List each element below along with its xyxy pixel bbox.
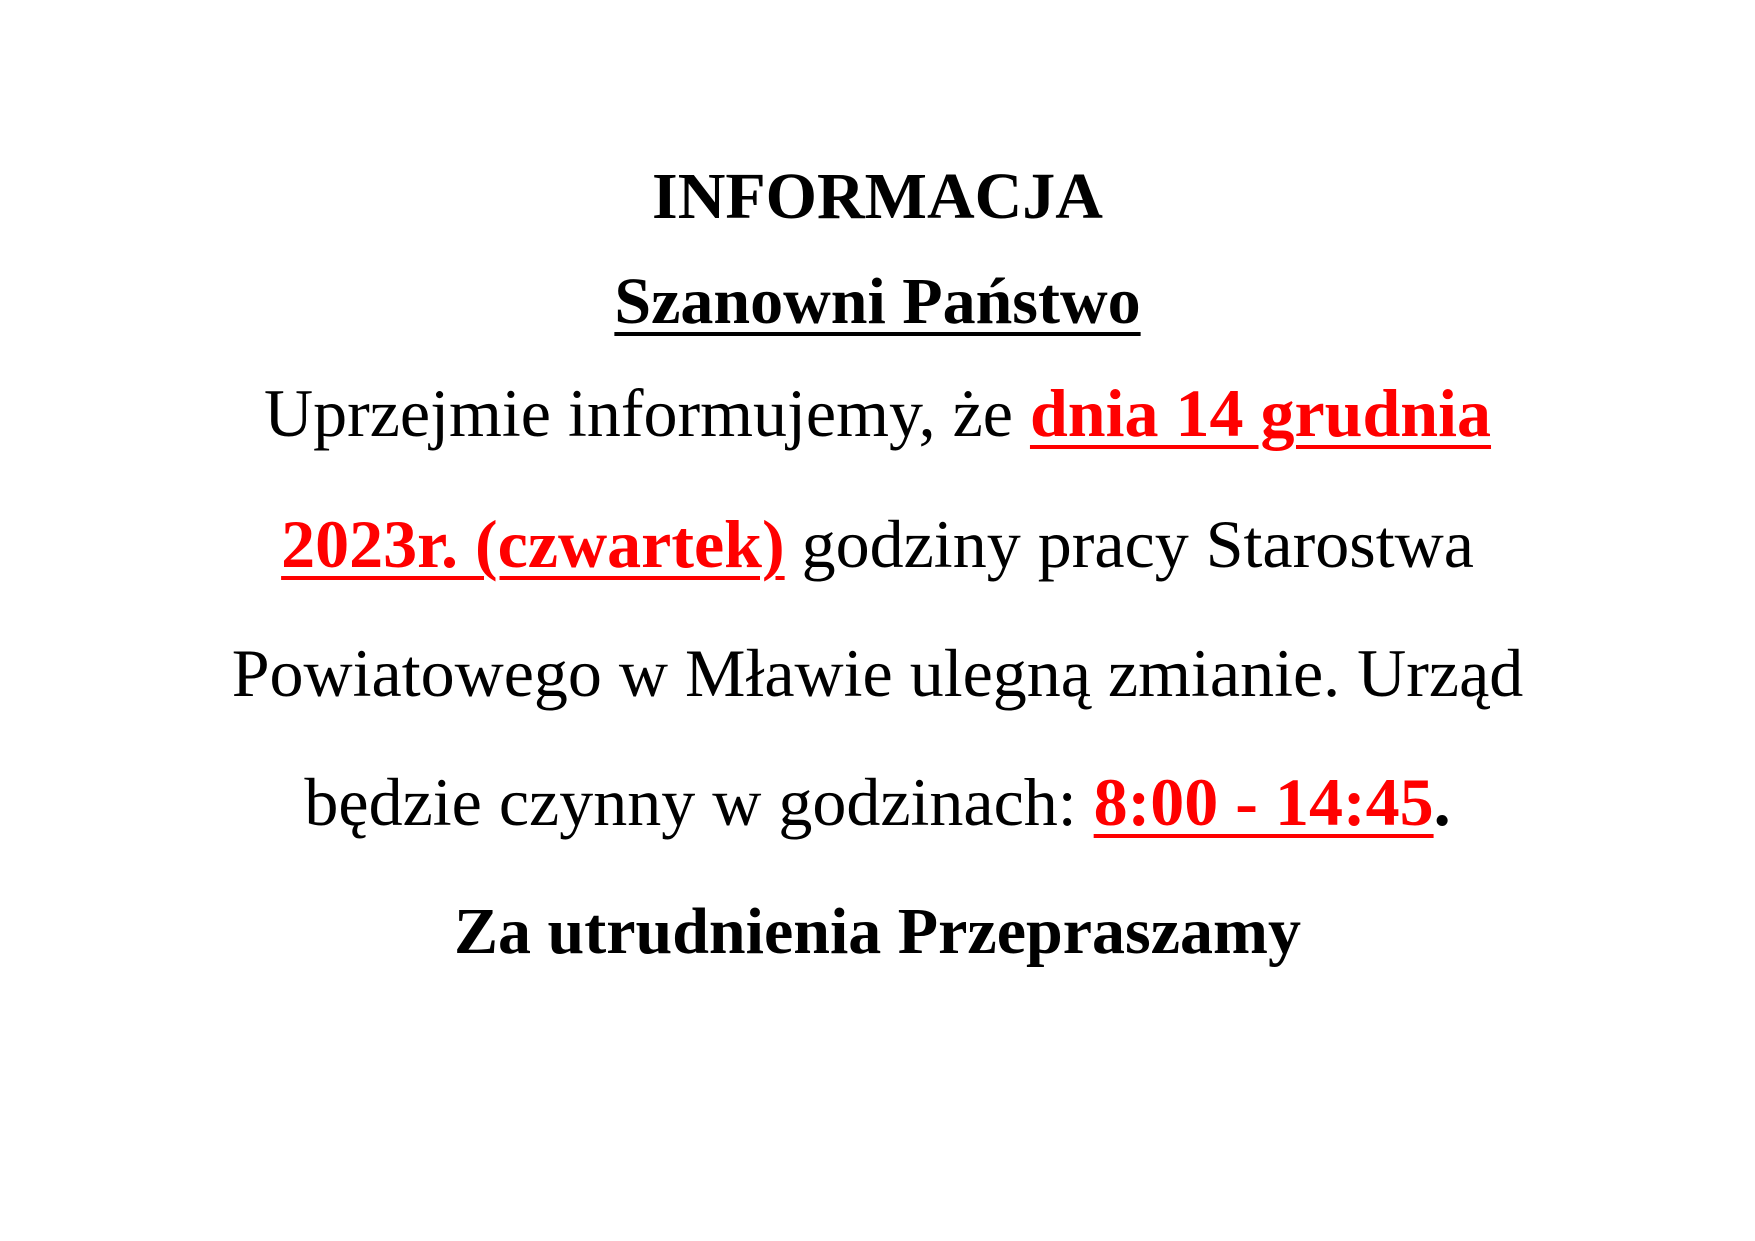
body-line-4 <box>0 762 1755 842</box>
body-text-2: godziny pracy Starostwa <box>784 506 1474 582</box>
greeting: Szanowni Państwo <box>614 265 1141 338</box>
hours-highlight: 8:00 - 14:45 <box>1093 764 1434 840</box>
body-line-3 <box>0 633 1755 713</box>
hours-period: . <box>1433 764 1451 840</box>
body-line-1 <box>0 373 1755 453</box>
body-line-2 <box>0 504 1755 584</box>
body-text-4: będzie czynny w godzinach: <box>304 764 1094 840</box>
year-day-highlight: 2023r. (czwartek) <box>281 506 785 582</box>
notice-title: INFORMACJA <box>652 160 1103 233</box>
body-text-1: Uprzejmie informujemy, że <box>263 375 1030 451</box>
body-text-3: Powiatowego w Mławie ulegną zmianie. Urząd <box>231 635 1524 711</box>
date-highlight: dnia 14 grudnia <box>1029 375 1492 451</box>
closing-apology: Za utrudnienia Przepraszamy <box>454 895 1301 968</box>
